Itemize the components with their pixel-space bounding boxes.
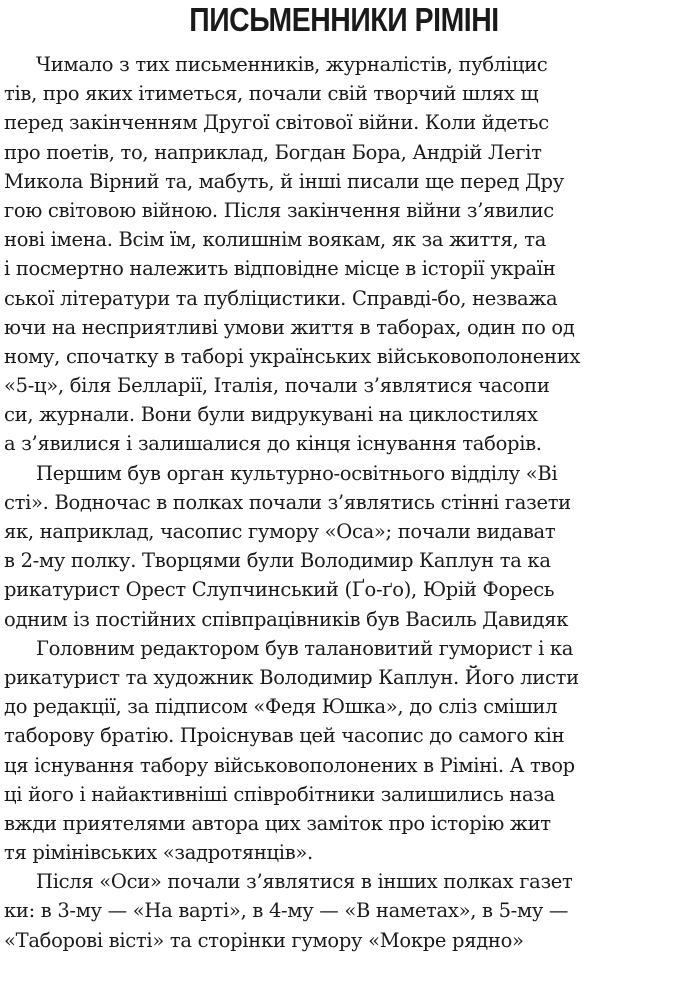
paragraph-first-line: Головним редактором був талановитий гуморист і ка [36,636,574,660]
text-line: рикатурист Орест Слупчинський (Ґо-ґо), Юрій Форесь [4,578,555,602]
text-line: таборову братію. Проіснував цей часопис до самого кін [4,724,565,748]
text-line: ця існування табору військовополонених в Ріміні. А твор [4,753,575,777]
text-line: ки: в 3-му — «На варті», в 4-му — «В наметах», в 5-му — [4,899,569,923]
text-line: до редакції, за підписом «Федя Юшка», до сліз смішил [4,695,558,719]
text-line: «5-ц», біля Белларії, Італія, почали з’являтися часопи [4,374,550,398]
text-line: про поетів, то, наприклад, Богдан Бора, Андрій Легіт [4,140,542,164]
paragraph-first-line: Чимало з тих письменників, журналістів, публіцис [36,53,548,76]
paragraph-first-line: Після «Оси» почали з’являтися в інших полках газет [36,870,573,894]
text-line: «Таборові вісті» та сторінки гумору «Мокре рядно» [4,928,524,952]
text-line: ці його і найактивніші співробітники залишились наза [4,782,555,806]
text-line: ному, спочатку в таборі українських військовополонених [4,344,581,368]
text-line: і посмертно належить відповідне місце в історії україн [4,257,556,281]
page-title: ПИСЬМЕННИКИ РІМІНІ [189,1,499,38]
text-line: тів, про яких ітиметься, почали свій творчий шлях щ [4,82,539,106]
text-line: а з’явилися і залишалися до кінця існування таборів. [4,432,542,456]
text-line: одним із постійних співпрацівників був Василь Давидяк [4,607,569,631]
text-line: в 2-му полку. Творцями були Володимир Каплун та ка [4,549,551,573]
text-line: ської літератури та публіцистики. Справді-бо, незважа [4,286,558,310]
text-line: як, наприклад, часопис гумору «Оса»; почали видават [4,520,556,543]
text-line: нові імена. Всім їм, колишнім воякам, як за життя, та [4,228,547,252]
text-line: сті». Водночас в полках почали з’являтись стінні газети [4,490,571,514]
text-line: тя рімінівських «задротянців». [4,841,313,865]
text-line: рикатурист та художник Володимир Каплун. Його листи [4,665,579,689]
body-text [4,50,688,955]
text-line: Микола Вірний та, мабуть, й інші писали ще перед Дру [4,169,564,193]
text-line: гою світовою війною. Після закінчення війни з’явилис [4,198,554,222]
paragraph-first-line: Першим був орган культурно-освітнього відділу «Ві [36,461,558,485]
text-line: си, журнали. Вони були видрукувані на циклостилях [4,403,538,427]
text-line: перед закінченням Другої світової війни. Коли йдетьс [4,111,549,135]
text-line: вжди приятелями автора цих заміток про історію жит [4,811,551,835]
text-line: ючи на несприятливі умови життя в таборах, один по од [4,315,575,339]
